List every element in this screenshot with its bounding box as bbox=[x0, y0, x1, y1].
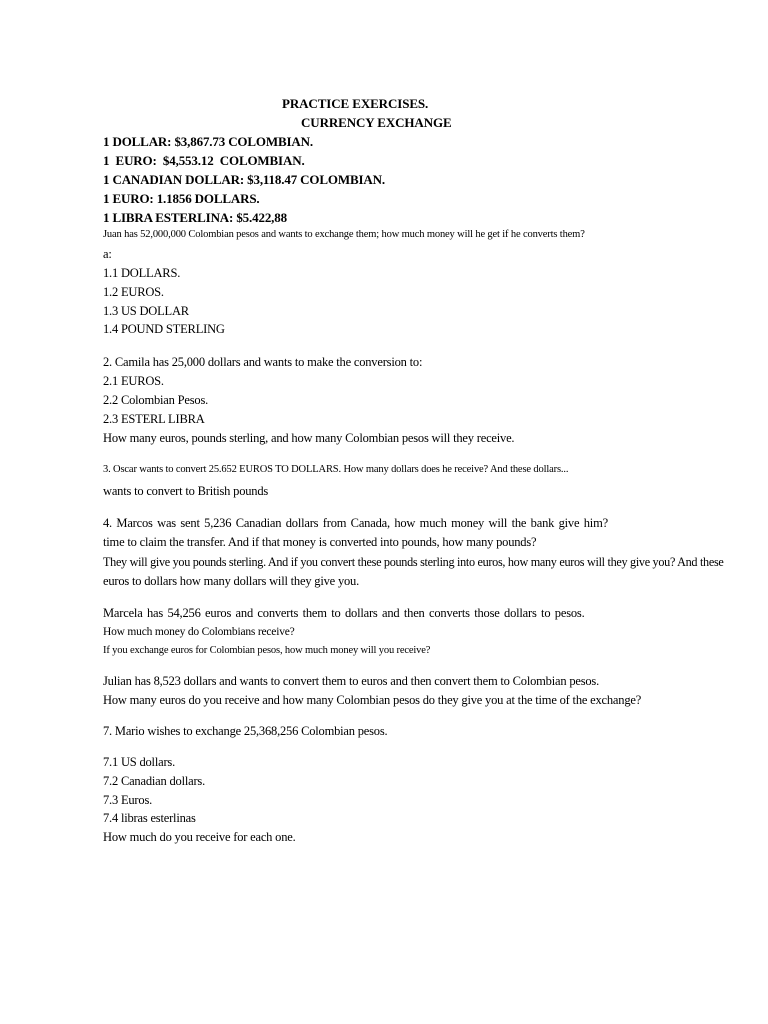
rate-libra-esterlina: 1 LIBRA ESTERLINA: $5.422,88 bbox=[103, 210, 287, 225]
exercise-6-line: Julian has 8,523 dollars and wants to convert them to euros and then convert them to Colombian pesos. bbox=[103, 674, 600, 688]
exercise-1-question: Juan has 52,000,000 Colombian pesos and wants to exchange them; how much money will he get if he converts them? bbox=[103, 229, 585, 240]
exercise-5-line: Marcela has 54,256 euros and converts them to dollars and then converts those dollars to pesos. bbox=[103, 606, 585, 620]
exercise-1-item: 1.4 POUND STERLING bbox=[103, 322, 225, 336]
exercise-7-item: 7.1 US dollars. bbox=[103, 755, 176, 769]
exercise-6-line: How many euros do you receive and how many Colombian pesos do they give you at the time of the exchange? bbox=[103, 693, 642, 707]
rate-dollar: 1 DOLLAR: $3,867.73 COLOMBIAN. bbox=[103, 134, 314, 149]
exercise-4-line: 4. Marcos was sent 5,236 Canadian dollars from Canada, how much money will the bank give him? bbox=[103, 516, 608, 530]
exercise-3-line: 3. Oscar wants to convert 25.652 EUROS TO DOLLARS. How many dollars does he receive? And these dollars... bbox=[103, 464, 569, 475]
rate-canadian-dollar: 1 CANADIAN DOLLAR: $3,118.47 COLOMBIAN. bbox=[103, 172, 385, 187]
exercise-1-item: 1.3 US DOLLAR bbox=[103, 304, 189, 318]
page-subtitle: CURRENCY EXCHANGE bbox=[301, 115, 452, 130]
exercise-3-line: wants to convert to British pounds bbox=[103, 484, 269, 498]
exercise-2-item: 2.1 EUROS. bbox=[103, 374, 164, 388]
rate-euro: 1 EURO: $4,553.12 COLOMBIAN. bbox=[103, 153, 305, 168]
exercise-4-line: They will give you pounds sterling. And if you convert these pounds sterling into euros, how many euros will they give you? And these bbox=[103, 555, 724, 569]
exercise-2-item: 2.3 ESTERL LIBRA bbox=[103, 412, 205, 426]
exercise-7-item: 7.2 Canadian dollars. bbox=[103, 774, 206, 788]
page-title: PRACTICE EXERCISES. bbox=[282, 96, 429, 111]
exercise-5-line: If you exchange euros for Colombian pesos, how much money will you receive? bbox=[103, 645, 431, 656]
exercise-7-item: 7.4 libras esterlinas bbox=[103, 811, 196, 825]
exercise-4-line: euros to dollars how many dollars will they give you. bbox=[103, 574, 360, 588]
exercise-7-item: 7.3 Euros. bbox=[103, 793, 153, 807]
exercise-2-followup: How many euros, pounds sterling, and how many Colombian pesos will they receive. bbox=[103, 431, 515, 445]
exercise-1-item: 1.1 DOLLARS. bbox=[103, 266, 181, 280]
exercise-2-item: 2.2 Colombian Pesos. bbox=[103, 393, 209, 407]
exercise-1-prefix: a: bbox=[103, 247, 112, 261]
exercise-7-question: 7. Mario wishes to exchange 25,368,256 Colombian pesos. bbox=[103, 724, 388, 738]
exercise-5-line: How much money do Colombians receive? bbox=[103, 626, 295, 638]
exercise-2-question: 2. Camila has 25,000 dollars and wants to make the conversion to: bbox=[103, 355, 423, 369]
exercise-1-item: 1.2 EUROS. bbox=[103, 285, 164, 299]
exercise-7-followup: How much do you receive for each one. bbox=[103, 830, 296, 844]
rate-euro-dollar: 1 EURO: 1.1856 DOLLARS. bbox=[103, 191, 260, 206]
exercise-4-line: time to claim the transfer. And if that money is converted into pounds, how many pounds? bbox=[103, 535, 537, 549]
